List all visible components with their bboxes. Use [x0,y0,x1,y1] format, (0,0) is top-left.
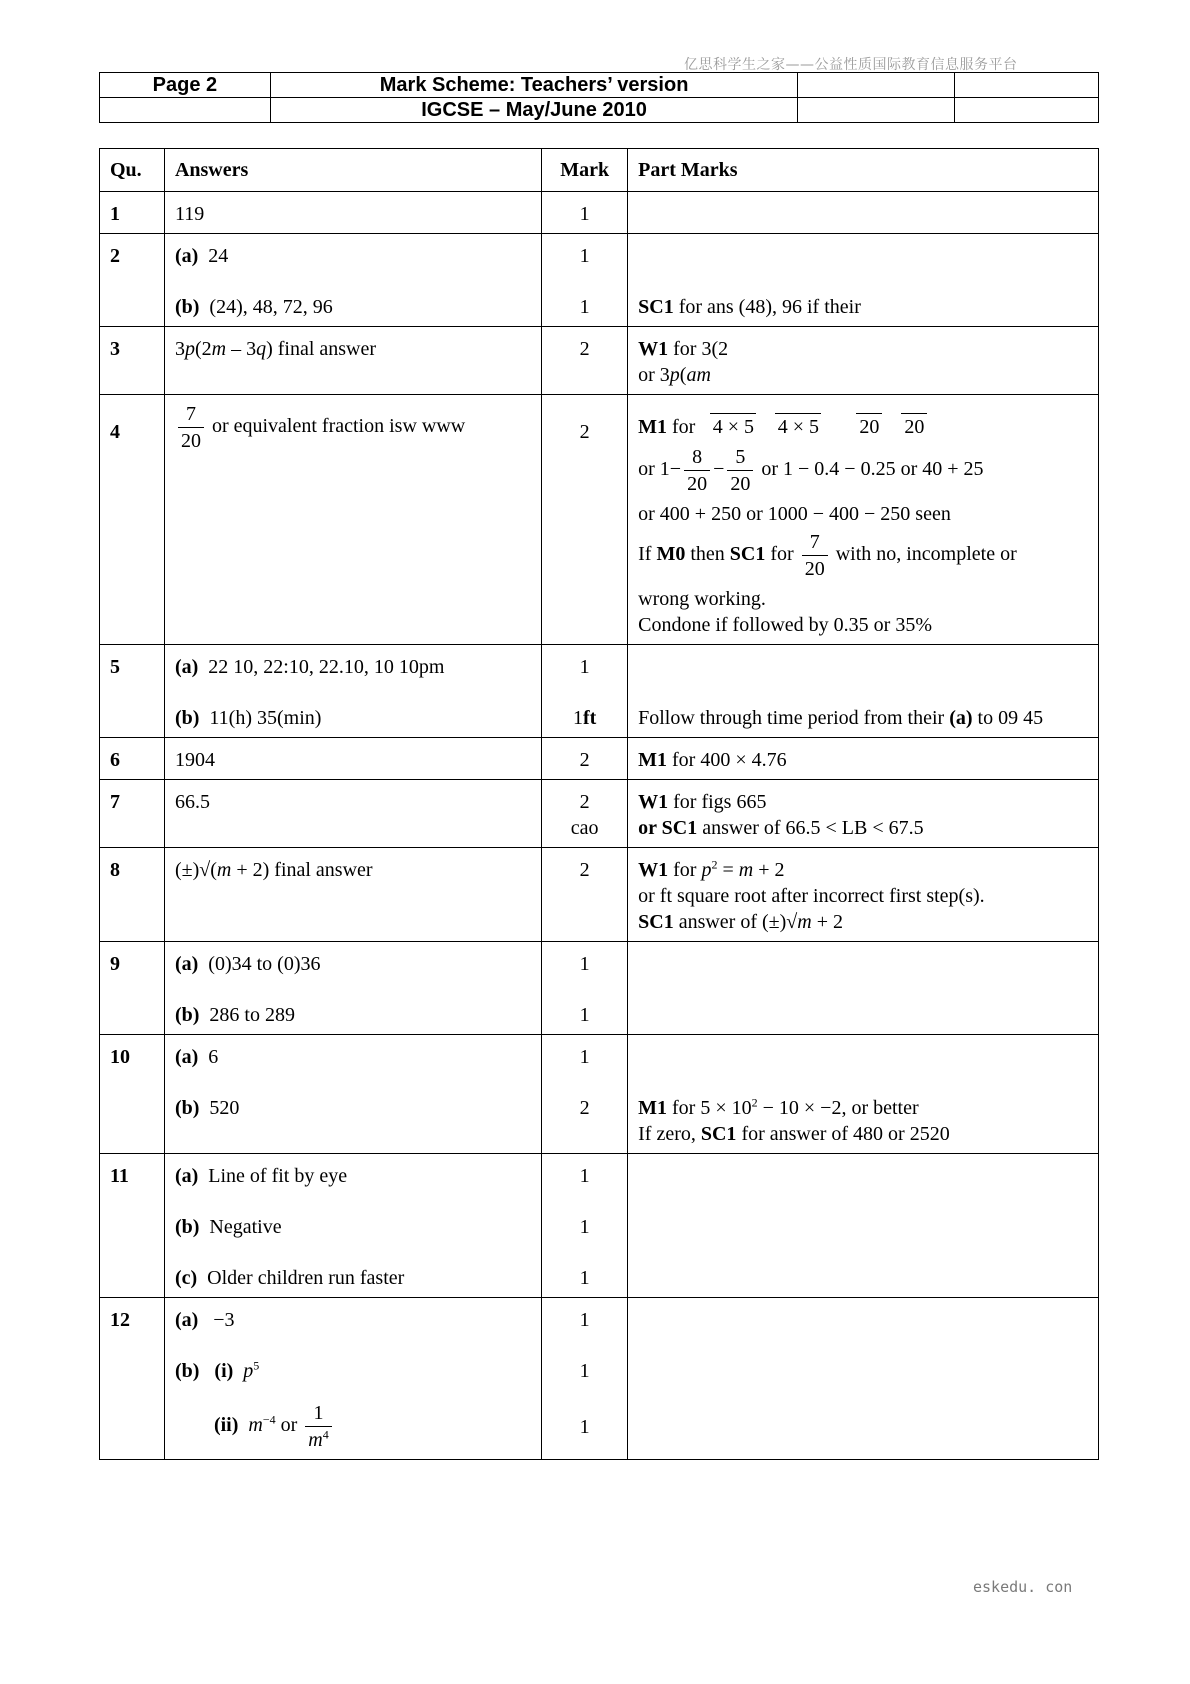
answer-fragment: (2 [194,338,212,360]
answer-text: 22 10, 22:10, 22.10, 10 10pm [208,656,445,678]
part-mark-text: or ft square root after incorrect first step(s). [638,885,985,907]
table-row [100,1035,1099,1154]
part-mark-text: = [717,859,739,881]
part-mark-text: − [713,458,725,481]
answer-text: (24), 48, 72, 96 [209,296,333,318]
part-marks-cell [628,192,1099,234]
answer-fragment: + 2) final answer [231,859,373,881]
part-marks-cell [628,942,1099,1035]
header-blank-cell [955,73,1099,98]
answer-variable: q [256,338,267,360]
question-number: 4 [100,395,165,645]
mark-value: 1 [579,1004,590,1026]
mark-code: M1 [638,749,668,771]
part-mark-variable: m [797,911,812,933]
question-number: 12 [100,1298,165,1460]
exponent: 4 [322,1427,329,1442]
document-subtitle: IGCSE – May/June 2010 [270,98,797,123]
mark-code: M1 [638,416,668,438]
question-number: 10 [100,1035,165,1154]
part-mark-text: or 3 [638,364,670,386]
part-label: (a) [949,707,973,729]
question-number: 11 [100,1154,165,1298]
subpart-label: (i) [214,1360,234,1382]
mark-value: 2 [579,791,590,813]
answer-text [175,859,373,881]
part-mark-text: for [770,543,794,566]
part-mark-text: for ans (48), 96 if their [678,296,861,318]
mark-value: 1 [579,656,590,678]
mark-cell: 2 [542,738,628,780]
part-marks-cell [628,780,1099,848]
question-number: 8 [100,848,165,942]
answer-cell [164,1035,541,1154]
part-mark-text: or 400 + 250 or 1000 − 400 − 250 seen [638,503,951,525]
header-blank-cell [955,98,1099,123]
table-row [100,395,1099,645]
part-mark-text: for 5 × 10 [672,1097,752,1119]
mark-code: W1 [638,338,669,360]
part-mark-text: with no, incomplete or [835,543,1017,566]
mark-code: SC1 [700,1123,737,1145]
answer-text: Negative [209,1216,282,1238]
answer-text: or [280,1414,298,1437]
answer-cell [164,1154,541,1298]
answer-text: 6 [208,1046,219,1068]
mark-value: 1 [572,707,583,729]
fraction-denominator: 20 [904,416,925,438]
part-mark-text: for figs 665 [673,791,767,813]
table-row [100,780,1099,848]
part-label: (a) [174,1309,199,1331]
mark-value: 1 [579,245,590,267]
answer-variable: m [308,1429,323,1451]
part-mark-text: for 3(2 [673,338,729,360]
exponent: 2 [711,857,718,872]
part-mark-text: or 1− [638,458,682,481]
mark-cell [542,780,628,848]
answer-cell [164,234,541,327]
fraction-denominator: 20 [804,558,825,580]
mark-cell [542,645,628,738]
watermark: 亿思科学生之家——公益性质国际教育信息服务平台 [684,57,1018,73]
mark-cell [542,1154,628,1298]
page-number: Page 2 [100,73,271,98]
mark-value: 1 [579,1267,590,1289]
answer-fragment: (±)√( [174,859,217,881]
fraction-denominator: 20 [180,430,201,452]
fraction [684,444,710,497]
answer-text [175,338,376,360]
question-number: 9 [100,942,165,1035]
mark-value: 1 [579,1216,590,1238]
table-row [100,942,1099,1035]
table-row [100,848,1099,942]
part-mark-variable: p [669,364,680,386]
method-line [638,413,1088,440]
answer-text: 24 [208,245,229,267]
part-mark-text: for [672,416,696,438]
answer-text: 520 [209,1097,240,1119]
fraction-numerator: 1 [305,1400,331,1427]
part-mark-text: If zero, [638,1123,696,1145]
part-label: (a) [174,953,199,975]
part-marks-cell [628,395,1099,645]
part-mark-text: answer of 66.5 < LB < 67.5 [702,817,924,839]
answer-cell [164,738,541,780]
part-mark-text: to 09 45 [977,707,1044,729]
part-mark-text: + 2 [811,911,844,933]
part-label: (c) [174,1267,198,1289]
answer-text: (0)34 to (0)36 [208,953,321,975]
header-blank-cell [100,98,271,123]
part-label: (b) [174,707,200,729]
fraction [305,1400,331,1453]
blank-fraction [775,413,821,440]
part-marks-cell [628,1298,1099,1460]
part-label: (b) [174,1216,200,1238]
answer-fragment: ) final answer [266,338,377,360]
answer-text: 66.5 [174,791,210,813]
answer-text: Older children run faster [207,1267,405,1289]
blank-fraction [710,413,756,440]
answer-text: or equivalent fraction isw www [211,415,466,438]
part-label: (a) [174,245,199,267]
part-mark-text: for [673,859,697,881]
answer-text: 11(h) 35(min) [209,707,322,729]
mark-value: 1 [579,296,590,318]
part-mark-text: If [638,543,652,566]
question-number: 2 [100,234,165,327]
answer-cell [164,327,541,395]
part-mark-variable: p [701,859,712,881]
part-label: (a) [174,656,199,678]
fraction [178,401,204,454]
answer-text: 286 to 289 [209,1004,295,1026]
part-marks-cell [628,738,1099,780]
page-header-table [99,72,1099,123]
mark-code: SC1 [729,543,766,566]
blank-fraction [856,413,882,440]
part-mark-text: then [690,543,725,566]
fraction [727,444,753,497]
answer-fragment: 3 [174,338,185,360]
mark-value: 2 [579,1097,590,1119]
answer-fragment: – 3 [226,338,257,360]
part-label: (b) [174,1004,200,1026]
exponent: −4 [262,1412,276,1427]
part-label: (a) [174,1046,199,1068]
document-title: Mark Scheme: Teachers’ version [270,73,797,98]
part-mark-text: wrong working. [638,588,766,610]
fraction-denominator: 20 [859,416,880,438]
exponent: 5 [253,1358,260,1373]
answer-text: −3 [213,1309,235,1331]
part-marks-cell [628,1154,1099,1298]
mark-cell [542,1298,628,1460]
table-row [100,738,1099,780]
table-header-row [100,149,1099,192]
answer-variable: p [243,1360,254,1382]
fraction-denominator: 4 × 5 [712,416,754,438]
mark-cell: 2 [542,395,628,645]
fraction-numerator: 5 [727,444,753,471]
subpart-label: (ii) [213,1414,239,1437]
part-mark-text: − 10 × −2, or better [757,1097,919,1119]
part-mark-text: or 1 − 0.4 − 0.25 or 40 + 25 [761,458,984,481]
mark-cell: 1 [542,192,628,234]
answer-text: 119 [174,203,205,225]
answer-variable: m [211,338,227,360]
blank-fraction [901,413,927,440]
question-number: 7 [100,780,165,848]
table-row [100,1298,1099,1460]
answer-cell [164,848,541,942]
mark-code: M1 [638,1097,668,1119]
part-mark-text: Follow through time period from their [638,707,945,729]
part-mark-text: answer of (±)√ [678,911,798,933]
mark-cell [542,234,628,327]
part-marks-cell [628,1035,1099,1154]
question-number: 3 [100,327,165,395]
mark-code: M0 [656,543,686,566]
mark-cell: 2 [542,327,628,395]
mark-value: 1 [579,1360,590,1382]
mark-value: 1 [579,1416,590,1438]
part-mark-text: + 2 [753,859,785,881]
fraction-denominator: 4 × 5 [777,416,819,438]
fraction [802,529,828,582]
part-label: (b) [174,1360,200,1382]
answer-cell [164,645,541,738]
answer-cell [164,1298,541,1460]
answer-text: 1904 [174,749,215,771]
header-blank-cell [798,73,955,98]
answer-variable: p [184,338,195,360]
part-mark-text: ( [679,364,687,386]
answer-cell [164,395,541,645]
mark-qualifier: cao [570,817,599,839]
table-row [100,234,1099,327]
table-row [100,192,1099,234]
question-number: 1 [100,192,165,234]
mark-qualifier: ft [582,707,597,729]
mark-code: W1 [638,791,669,813]
fraction-numerator: 7 [178,401,204,428]
column-header-qu: Qu. [100,149,165,192]
part-marks-cell [628,848,1099,942]
mark-code: W1 [638,859,669,881]
part-mark-variable: am [686,364,711,386]
part-label: (b) [174,296,200,318]
answer-cell [164,192,541,234]
exponent: 2 [751,1095,758,1110]
answer-variable: m [248,1414,263,1437]
part-label: (b) [174,1097,200,1119]
mark-value: 1 [579,953,590,975]
answer-cell [164,780,541,848]
answer-text: Line of fit by eye [208,1165,348,1187]
column-header-answers: Answers [164,149,541,192]
mark-code: SC1 [638,911,674,933]
table-row [100,645,1099,738]
part-marks-cell [628,234,1099,327]
part-marks-cell [628,645,1099,738]
question-number: 5 [100,645,165,738]
answer-variable: m [216,859,232,881]
fraction-denominator: 20 [687,473,708,495]
column-header-mark: Mark [542,149,628,192]
fraction-numerator: 7 [802,529,828,556]
mark-code: SC1 [638,296,674,318]
mark-value: 1 [579,1309,590,1331]
fraction-denominator: 20 [730,473,751,495]
answer-cell [164,942,541,1035]
part-mark-variable: m [738,859,754,881]
part-mark-text: Condone if followed by 0.35 or 35% [638,614,932,636]
mark-code: or SC1 [638,817,698,839]
mark-cell: 2 [542,848,628,942]
table-row [100,327,1099,395]
mark-value: 1 [579,1046,590,1068]
header-blank-cell [798,98,955,123]
part-marks-cell [628,327,1099,395]
table-row [100,1154,1099,1298]
part-label: (a) [174,1165,199,1187]
column-header-part-marks: Part Marks [628,149,1099,192]
mark-scheme-table [99,148,1099,1460]
part-mark-text: for answer of 480 or 2520 [741,1123,950,1145]
part-mark-text: for 400 × 4.76 [672,749,787,771]
fraction-numerator: 8 [684,444,710,471]
mark-cell [542,942,628,1035]
question-number: 6 [100,738,165,780]
mark-cell [542,1035,628,1154]
footer-url: eskedu. con [973,1578,1073,1596]
mark-value: 1 [579,1165,590,1187]
